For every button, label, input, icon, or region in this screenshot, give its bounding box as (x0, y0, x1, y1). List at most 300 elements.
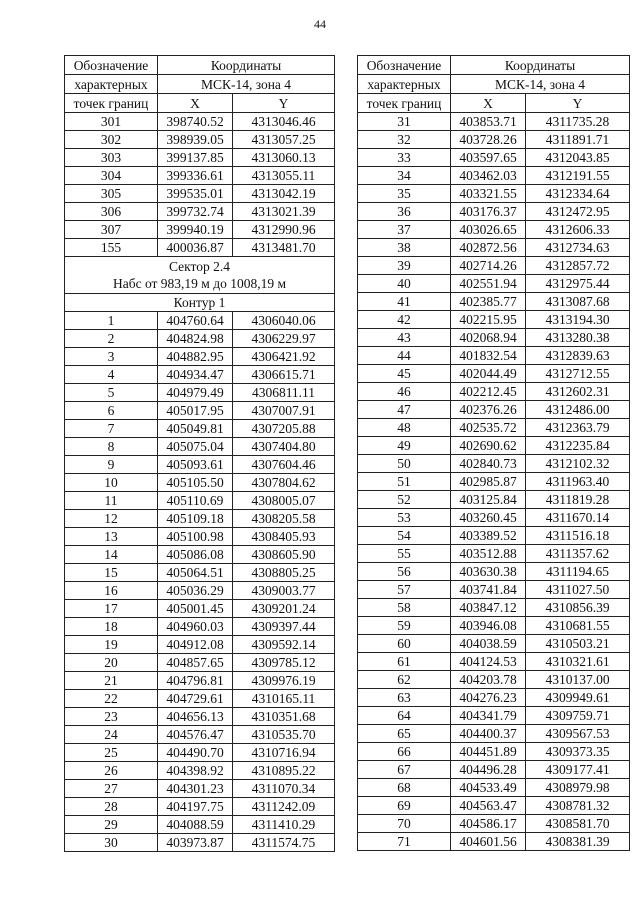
table-row (358, 815, 630, 833)
table-row (358, 707, 630, 725)
point-id-cell: 1 (65, 312, 158, 330)
table-row (65, 203, 335, 221)
table-row (65, 690, 335, 708)
table-row (65, 600, 335, 618)
point-id-cell: 25 (65, 744, 158, 762)
point-id-cell: 41 (358, 293, 451, 311)
table-row (65, 834, 335, 852)
y-coordinate-cell: 4310716.94 (233, 744, 335, 762)
x-coordinate-cell: 404197.75 (158, 798, 233, 816)
point-id-cell: 305 (65, 185, 158, 203)
table-row (358, 311, 630, 329)
x-coordinate-cell: 404533.49 (451, 779, 526, 797)
table-row (65, 708, 335, 726)
table-row (358, 635, 630, 653)
point-id-cell: 30 (65, 834, 158, 852)
x-coordinate-cell: 403389.52 (451, 527, 526, 545)
point-id-cell: 40 (358, 275, 451, 293)
x-coordinate-cell: 405036.29 (158, 582, 233, 600)
x-coordinate-cell: 403321.55 (451, 185, 526, 203)
table-row (65, 618, 335, 636)
y-coordinate-cell: 4308405.93 (233, 528, 335, 546)
y-coordinate-cell: 4306040.06 (233, 312, 335, 330)
y-coordinate-cell: 4310321.61 (526, 653, 630, 671)
y-coordinate-cell: 4307804.62 (233, 474, 335, 492)
point-id-cell: 24 (65, 726, 158, 744)
x-coordinate-cell: 403176.37 (451, 203, 526, 221)
point-id-cell: 53 (358, 509, 451, 527)
x-coordinate-cell: 405064.51 (158, 564, 233, 582)
table-row (65, 474, 335, 492)
coordinates-table-right (357, 55, 630, 851)
y-coordinate-cell: 4312839.63 (526, 347, 630, 365)
y-coordinate-cell: 4309177.41 (526, 761, 630, 779)
section-title: Сектор 2.4 (168, 259, 230, 274)
table-row (358, 131, 630, 149)
table-row (358, 527, 630, 545)
x-coordinate-cell: 402215.95 (451, 311, 526, 329)
section-heading (65, 257, 335, 294)
table-row (65, 402, 335, 420)
table-body-right (358, 113, 630, 851)
y-coordinate-cell: 4312975.44 (526, 275, 630, 293)
point-id-cell: 57 (358, 581, 451, 599)
point-id-cell: 302 (65, 131, 158, 149)
x-coordinate-cell: 402840.73 (451, 455, 526, 473)
table-row (65, 167, 335, 185)
y-coordinate-cell: 4313057.25 (233, 131, 335, 149)
table-row (358, 149, 630, 167)
y-coordinate-cell: 4307604.46 (233, 456, 335, 474)
x-coordinate-cell: 403973.87 (158, 834, 233, 852)
x-coordinate-cell: 403125.84 (451, 491, 526, 509)
y-coordinate-cell: 4310856.39 (526, 599, 630, 617)
y-coordinate-cell: 4309785.12 (233, 654, 335, 672)
y-coordinate-cell: 4311891.71 (526, 131, 630, 149)
y-coordinate-cell: 4309949.61 (526, 689, 630, 707)
point-id-cell: 18 (65, 618, 158, 636)
y-coordinate-cell: 4313087.68 (526, 293, 630, 311)
y-coordinate-cell: 4312606.33 (526, 221, 630, 239)
table-row (358, 653, 630, 671)
header-points-line3: точек границ (65, 94, 158, 113)
point-id-cell: 12 (65, 510, 158, 528)
x-coordinate-cell: 404796.81 (158, 672, 233, 690)
point-id-cell: 71 (358, 833, 451, 851)
point-id-cell: 4 (65, 366, 158, 384)
point-id-cell: 304 (65, 167, 158, 185)
point-id-cell: 7 (65, 420, 158, 438)
point-id-cell: 36 (358, 203, 451, 221)
y-coordinate-cell: 4307007.91 (233, 402, 335, 420)
point-id-cell: 49 (358, 437, 451, 455)
x-coordinate-cell: 402376.26 (451, 401, 526, 419)
point-id-cell: 47 (358, 401, 451, 419)
table-row (358, 113, 630, 131)
x-coordinate-cell: 398740.52 (158, 113, 233, 131)
y-coordinate-cell: 4312712.55 (526, 365, 630, 383)
x-coordinate-cell: 404882.95 (158, 348, 233, 366)
y-coordinate-cell: 4310535.70 (233, 726, 335, 744)
y-coordinate-cell: 4313046.46 (233, 113, 335, 131)
point-id-cell: 70 (358, 815, 451, 833)
header-y: Y (233, 94, 335, 113)
y-coordinate-cell: 4310681.55 (526, 617, 630, 635)
x-coordinate-cell: 404934.47 (158, 366, 233, 384)
x-coordinate-cell: 404729.61 (158, 690, 233, 708)
y-coordinate-cell: 4313021.39 (233, 203, 335, 221)
table-row (65, 384, 335, 402)
point-id-cell: 44 (358, 347, 451, 365)
table-row (358, 563, 630, 581)
point-id-cell: 303 (65, 149, 158, 167)
table-row (65, 726, 335, 744)
point-id-cell: 17 (65, 600, 158, 618)
point-id-cell: 301 (65, 113, 158, 131)
table-row (358, 293, 630, 311)
x-coordinate-cell: 402985.87 (451, 473, 526, 491)
table-row (358, 797, 630, 815)
x-coordinate-cell: 399535.01 (158, 185, 233, 203)
point-id-cell: 26 (65, 762, 158, 780)
point-id-cell: 33 (358, 149, 451, 167)
table-row (65, 438, 335, 456)
table-row (358, 671, 630, 689)
point-id-cell: 23 (65, 708, 158, 726)
table-row (358, 779, 630, 797)
point-id-cell: 68 (358, 779, 451, 797)
x-coordinate-cell: 403512.88 (451, 545, 526, 563)
table-header (65, 56, 335, 113)
x-coordinate-cell: 403260.45 (451, 509, 526, 527)
point-id-cell: 45 (358, 365, 451, 383)
x-coordinate-cell: 402690.62 (451, 437, 526, 455)
y-coordinate-cell: 4308581.70 (526, 815, 630, 833)
header-coords-line1: Координаты (158, 56, 335, 75)
y-coordinate-cell: 4312363.79 (526, 419, 630, 437)
table-row (358, 239, 630, 257)
table-row (65, 546, 335, 564)
point-id-cell: 69 (358, 797, 451, 815)
y-coordinate-cell: 4310895.22 (233, 762, 335, 780)
table-row (358, 185, 630, 203)
x-coordinate-cell: 404203.78 (451, 671, 526, 689)
point-id-cell: 48 (358, 419, 451, 437)
header-points-line1: Обозначение (65, 56, 158, 75)
table-row (65, 798, 335, 816)
table-row (65, 780, 335, 798)
y-coordinate-cell: 4311027.50 (526, 581, 630, 599)
x-coordinate-cell: 399732.74 (158, 203, 233, 221)
table-row (65, 762, 335, 780)
y-coordinate-cell: 4308805.25 (233, 564, 335, 582)
point-id-cell: 3 (65, 348, 158, 366)
table-row (65, 312, 335, 330)
table-row (358, 401, 630, 419)
x-coordinate-cell: 403026.65 (451, 221, 526, 239)
x-coordinate-cell: 402212.45 (451, 383, 526, 401)
point-id-cell: 19 (65, 636, 158, 654)
table-row (65, 239, 335, 257)
table-row (358, 833, 630, 851)
table-row (358, 221, 630, 239)
page-number: 44 (314, 17, 326, 31)
point-id-cell: 58 (358, 599, 451, 617)
x-coordinate-cell: 404563.47 (451, 797, 526, 815)
y-coordinate-cell: 4309397.44 (233, 618, 335, 636)
point-id-cell: 2 (65, 330, 158, 348)
header-coords-line2: МСК-14, зона 4 (451, 75, 630, 94)
header-points-line2: характерных (65, 75, 158, 94)
y-coordinate-cell: 4309976.19 (233, 672, 335, 690)
y-coordinate-cell: 4311242.09 (233, 798, 335, 816)
y-coordinate-cell: 4312102.32 (526, 455, 630, 473)
y-coordinate-cell: 4312734.63 (526, 239, 630, 257)
point-id-cell: 43 (358, 329, 451, 347)
y-coordinate-cell: 4308381.39 (526, 833, 630, 851)
y-coordinate-cell: 4306229.97 (233, 330, 335, 348)
x-coordinate-cell: 404276.23 (451, 689, 526, 707)
table-row (65, 366, 335, 384)
table-body-left (65, 113, 335, 852)
point-id-cell: 5 (65, 384, 158, 402)
table-row (358, 167, 630, 185)
table-row (65, 420, 335, 438)
x-coordinate-cell: 402551.94 (451, 275, 526, 293)
point-id-cell: 46 (358, 383, 451, 401)
y-coordinate-cell: 4312334.64 (526, 185, 630, 203)
x-coordinate-cell: 405105.50 (158, 474, 233, 492)
point-id-cell: 38 (358, 239, 451, 257)
table-row (358, 275, 630, 293)
point-id-cell: 56 (358, 563, 451, 581)
y-coordinate-cell: 4311574.75 (233, 834, 335, 852)
table-row (358, 203, 630, 221)
y-coordinate-cell: 4309003.77 (233, 582, 335, 600)
x-coordinate-cell: 404824.98 (158, 330, 233, 348)
x-coordinate-cell: 405086.08 (158, 546, 233, 564)
point-id-cell: 13 (65, 528, 158, 546)
table-row (65, 492, 335, 510)
x-coordinate-cell: 404586.17 (451, 815, 526, 833)
y-coordinate-cell: 4313481.70 (233, 239, 335, 257)
table-row (358, 455, 630, 473)
x-coordinate-cell: 404038.59 (451, 635, 526, 653)
x-coordinate-cell: 402044.49 (451, 365, 526, 383)
section-height-range: Набс от 983,19 м до 1008,19 м (112, 276, 287, 291)
point-id-cell: 35 (358, 185, 451, 203)
table-row (358, 491, 630, 509)
point-id-cell: 34 (358, 167, 451, 185)
x-coordinate-cell: 401832.54 (451, 347, 526, 365)
x-coordinate-cell: 403728.26 (451, 131, 526, 149)
y-coordinate-cell: 4312990.96 (233, 221, 335, 239)
table-row (358, 617, 630, 635)
point-id-cell: 28 (65, 798, 158, 816)
x-coordinate-cell: 404496.28 (451, 761, 526, 779)
x-coordinate-cell: 405017.95 (158, 402, 233, 420)
table-row (65, 348, 335, 366)
point-id-cell: 9 (65, 456, 158, 474)
x-coordinate-cell: 402385.77 (451, 293, 526, 311)
x-coordinate-cell: 402872.56 (451, 239, 526, 257)
point-id-cell: 307 (65, 221, 158, 239)
point-id-cell: 20 (65, 654, 158, 672)
header-y: Y (526, 94, 630, 113)
point-id-cell: 64 (358, 707, 451, 725)
table-row (358, 383, 630, 401)
table-row (358, 743, 630, 761)
x-coordinate-cell: 405109.18 (158, 510, 233, 528)
table-row (65, 816, 335, 834)
header-points-line3: точек границ (358, 94, 451, 113)
point-id-cell: 59 (358, 617, 451, 635)
contour-heading: Контур 1 (65, 294, 335, 312)
point-id-cell: 8 (65, 438, 158, 456)
header-points-line2: характерных (358, 75, 451, 94)
x-coordinate-cell: 404451.89 (451, 743, 526, 761)
point-id-cell: 61 (358, 653, 451, 671)
x-coordinate-cell: 399940.19 (158, 221, 233, 239)
point-id-cell: 15 (65, 564, 158, 582)
y-coordinate-cell: 4311735.28 (526, 113, 630, 131)
table-row (65, 221, 335, 239)
x-coordinate-cell: 404341.79 (451, 707, 526, 725)
point-id-cell: 54 (358, 527, 451, 545)
table-row (65, 744, 335, 762)
table-row (358, 599, 630, 617)
table-row (65, 185, 335, 203)
y-coordinate-cell: 4309592.14 (233, 636, 335, 654)
point-id-cell: 29 (65, 816, 158, 834)
table-row (65, 582, 335, 600)
table-row (358, 347, 630, 365)
table-row (65, 528, 335, 546)
y-coordinate-cell: 4313055.11 (233, 167, 335, 185)
y-coordinate-cell: 4308605.90 (233, 546, 335, 564)
y-coordinate-cell: 4313042.19 (233, 185, 335, 203)
x-coordinate-cell: 398939.05 (158, 131, 233, 149)
table-row (358, 257, 630, 275)
header-x: X (158, 94, 233, 113)
table-row (358, 473, 630, 491)
table-row (65, 330, 335, 348)
x-coordinate-cell: 404490.70 (158, 744, 233, 762)
x-coordinate-cell: 405093.61 (158, 456, 233, 474)
x-coordinate-cell: 404960.03 (158, 618, 233, 636)
table-row (358, 437, 630, 455)
header-coords-line1: Координаты (451, 56, 630, 75)
x-coordinate-cell: 404857.65 (158, 654, 233, 672)
x-coordinate-cell: 404601.56 (451, 833, 526, 851)
point-id-cell: 155 (65, 239, 158, 257)
point-id-cell: 55 (358, 545, 451, 563)
table-row (358, 545, 630, 563)
y-coordinate-cell: 4312235.84 (526, 437, 630, 455)
table-row (65, 672, 335, 690)
point-id-cell: 52 (358, 491, 451, 509)
x-coordinate-cell: 404576.47 (158, 726, 233, 744)
x-coordinate-cell: 404301.23 (158, 780, 233, 798)
y-coordinate-cell: 4313060.13 (233, 149, 335, 167)
y-coordinate-cell: 4312857.72 (526, 257, 630, 275)
x-coordinate-cell: 404124.53 (451, 653, 526, 671)
y-coordinate-cell: 4311670.14 (526, 509, 630, 527)
y-coordinate-cell: 4309567.53 (526, 725, 630, 743)
x-coordinate-cell: 403847.12 (451, 599, 526, 617)
header-x: X (451, 94, 526, 113)
x-coordinate-cell: 403630.38 (451, 563, 526, 581)
x-coordinate-cell: 404656.13 (158, 708, 233, 726)
y-coordinate-cell: 4310137.00 (526, 671, 630, 689)
point-id-cell: 14 (65, 546, 158, 564)
section-row (65, 257, 335, 294)
y-coordinate-cell: 4312486.00 (526, 401, 630, 419)
y-coordinate-cell: 4310351.68 (233, 708, 335, 726)
y-coordinate-cell: 4312602.31 (526, 383, 630, 401)
x-coordinate-cell: 404979.49 (158, 384, 233, 402)
x-coordinate-cell: 399336.61 (158, 167, 233, 185)
y-coordinate-cell: 4311963.40 (526, 473, 630, 491)
y-coordinate-cell: 4311194.65 (526, 563, 630, 581)
subsection-row (65, 294, 335, 312)
point-id-cell: 22 (65, 690, 158, 708)
y-coordinate-cell: 4306811.11 (233, 384, 335, 402)
header-points-line1: Обозначение (358, 56, 451, 75)
table-row (65, 654, 335, 672)
x-coordinate-cell: 405001.45 (158, 600, 233, 618)
y-coordinate-cell: 4309373.35 (526, 743, 630, 761)
point-id-cell: 60 (358, 635, 451, 653)
y-coordinate-cell: 4309201.24 (233, 600, 335, 618)
x-coordinate-cell: 404088.59 (158, 816, 233, 834)
table-row (65, 113, 335, 131)
y-coordinate-cell: 4311819.28 (526, 491, 630, 509)
x-coordinate-cell: 402714.26 (451, 257, 526, 275)
x-coordinate-cell: 404400.37 (451, 725, 526, 743)
y-coordinate-cell: 4308005.07 (233, 492, 335, 510)
table-row (65, 564, 335, 582)
x-coordinate-cell: 405075.04 (158, 438, 233, 456)
x-coordinate-cell: 400036.87 (158, 239, 233, 257)
y-coordinate-cell: 4306615.71 (233, 366, 335, 384)
y-coordinate-cell: 4312043.85 (526, 149, 630, 167)
table-row (358, 509, 630, 527)
point-id-cell: 62 (358, 671, 451, 689)
y-coordinate-cell: 4312191.55 (526, 167, 630, 185)
table-row (65, 131, 335, 149)
table-row (65, 149, 335, 167)
table-row (65, 456, 335, 474)
x-coordinate-cell: 403462.03 (451, 167, 526, 185)
table-row (358, 365, 630, 383)
y-coordinate-cell: 4310503.21 (526, 635, 630, 653)
point-id-cell: 37 (358, 221, 451, 239)
x-coordinate-cell: 403741.84 (451, 581, 526, 599)
table-row (358, 329, 630, 347)
point-id-cell: 10 (65, 474, 158, 492)
x-coordinate-cell: 405110.69 (158, 492, 233, 510)
x-coordinate-cell: 404760.64 (158, 312, 233, 330)
table-header (358, 56, 630, 113)
y-coordinate-cell: 4313280.38 (526, 329, 630, 347)
y-coordinate-cell: 4309759.71 (526, 707, 630, 725)
y-coordinate-cell: 4313194.30 (526, 311, 630, 329)
y-coordinate-cell: 4307404.80 (233, 438, 335, 456)
table-row (358, 581, 630, 599)
x-coordinate-cell: 403853.71 (451, 113, 526, 131)
y-coordinate-cell: 4311070.34 (233, 780, 335, 798)
